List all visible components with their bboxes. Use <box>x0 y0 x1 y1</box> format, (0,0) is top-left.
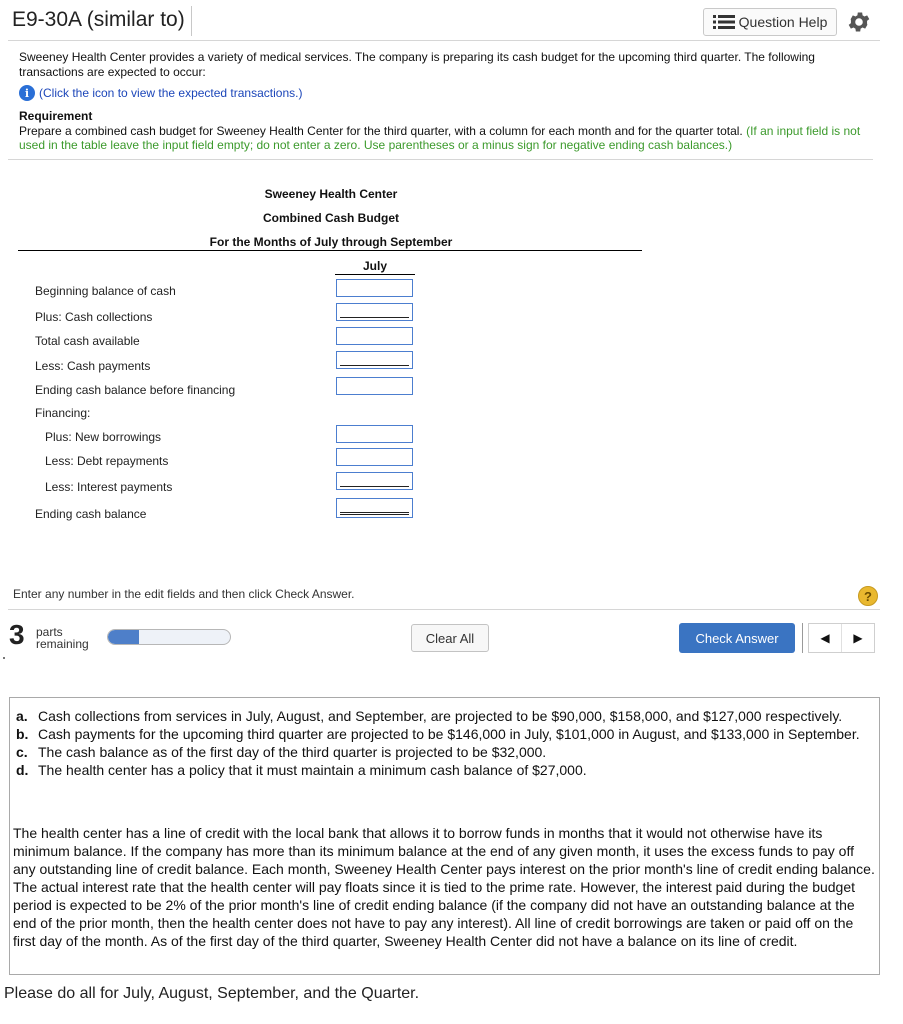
clear-all-button[interactable]: Clear All <box>411 624 489 652</box>
input-available-july[interactable] <box>336 327 413 345</box>
previous-question-button[interactable]: ◀ <box>820 631 830 645</box>
budget-title: Combined Cash Budget <box>262 211 399 225</box>
question-help-button[interactable] <box>703 8 837 36</box>
parts-remaining-label <box>36 626 89 650</box>
intro-text: Sweeney Health Center provides a variety of medical services. The company is preparing its cash budget for the upcoming third quarter. The following transactions are expected to occur: <box>19 50 815 79</box>
row-label-collections: Plus: Cash collections <box>35 310 153 324</box>
parts-remaining-count: 3 <box>9 619 25 650</box>
requirement-text <box>19 124 879 152</box>
input-collections-july[interactable] <box>336 303 413 321</box>
next-question-button[interactable]: ▶ <box>841 624 874 652</box>
column-rule <box>335 274 415 275</box>
input-beginning-july[interactable] <box>336 279 413 297</box>
budget-company: Sweeney Health Center <box>264 187 398 201</box>
input-repayments-july[interactable] <box>336 448 413 466</box>
list-item: b. Cash payments for the upcoming third quarter are projected to be $146,000 in July, $101,000 in August, and $133,000 in September. <box>16 726 860 742</box>
parts-label-line2: remaining <box>36 637 89 651</box>
header-divider <box>8 40 880 41</box>
transactions-panel <box>9 697 880 975</box>
row-label-ending-before: Ending cash balance before financing <box>35 383 236 397</box>
requirement-title: Requirement <box>19 109 93 123</box>
final-note: Please do all for July, August, September, and the Quarter. <box>4 985 420 1002</box>
row-label-payments: Less: Cash payments <box>35 359 151 373</box>
gear-icon[interactable] <box>846 9 872 35</box>
credit-line-paragraph: The health center has a line of credit with the local bank that allows it to borrow funds in months that it would not otherwise have its minimum balance. If the company has more than its minimum balance at the end of any given month, it uses the excess funds to pay off any outstanding line of credit balance. Each month, Sweeney Health Center pays interest on the prior month's line of credit ending balance. The actual interest rate that the health center will pay floats since it is tied to the prime rate. However, the interest paid during the budget period is expected to be 2% of the prior month's line of credit ending balance (if the company did not have an outstanding balance at the end of the prior month, then the health center does not have to pay any interest). All line of credit borrowings are taken or paid off on the first day of the month. As of the first day of the third quarter, Sweeney Health Center did not have a balance on its line of credit. <box>13 825 875 949</box>
info-icon[interactable]: i <box>19 85 35 101</box>
instruction-hint: Enter any number in the edit fields and then click Check Answer. <box>13 587 355 601</box>
question-nav <box>808 623 875 653</box>
column-header-july: July <box>362 259 387 273</box>
transactions-list <box>16 707 866 779</box>
row-label-ending: Ending cash balance <box>35 507 147 521</box>
input-payments-july[interactable] <box>336 351 413 369</box>
row-label-repayments: Less: Debt repayments <box>45 454 169 468</box>
transactions-link[interactable]: (Click the icon to view the expected transactions.) <box>39 86 303 100</box>
info-row[interactable] <box>19 85 302 101</box>
input-borrowings-july[interactable] <box>336 425 413 443</box>
progress-bar <box>107 629 231 645</box>
period-rule <box>18 250 642 251</box>
row-label-interest: Less: Interest payments <box>45 480 173 494</box>
decorative-dot <box>3 657 5 659</box>
check-answer-button[interactable]: Check Answer <box>679 623 795 653</box>
nav-separator <box>802 623 803 653</box>
input-ending-july[interactable] <box>336 498 413 518</box>
footer-divider <box>8 609 880 610</box>
list-item: a. Cash collections from services in July, August, and September, are projected to be $90,000, $158,000, and $127,000 respectively. <box>16 708 843 724</box>
title-divider <box>191 6 192 36</box>
row-label-available: Total cash available <box>35 334 140 348</box>
parts-label-line1: parts <box>36 625 63 639</box>
intro-divider <box>8 159 873 160</box>
requirement-note: (If an input field is not used in the table leave the input field empty; do not enter a zero. Use parentheses or a minus sign for negative ending cash balances.) <box>19 124 861 152</box>
list-icon <box>713 14 735 30</box>
input-interest-july[interactable] <box>336 472 413 490</box>
question-help-label: Question Help <box>738 14 828 30</box>
list-item: c. The cash balance as of the first day of the third quarter is projected to be $32,000. <box>16 744 547 760</box>
progress-fill <box>108 630 139 644</box>
help-icon[interactable]: ? <box>858 586 878 606</box>
row-label-beginning: Beginning balance of cash <box>35 284 176 298</box>
input-ending-before-july[interactable] <box>336 377 413 395</box>
row-label-financing: Financing: <box>35 406 91 420</box>
list-item: d. The health center has a policy that it must maintain a minimum cash balance of $27,000. <box>16 762 587 778</box>
page-title: E9-30A (similar to) <box>12 8 185 31</box>
budget-period: For the Months of July through September <box>209 235 453 249</box>
row-label-borrowings: Plus: New borrowings <box>45 430 162 444</box>
requirement-body: Prepare a combined cash budget for Sweeney Health Center for the third quarter, with a column for each month and for the quarter total. <box>19 124 743 138</box>
